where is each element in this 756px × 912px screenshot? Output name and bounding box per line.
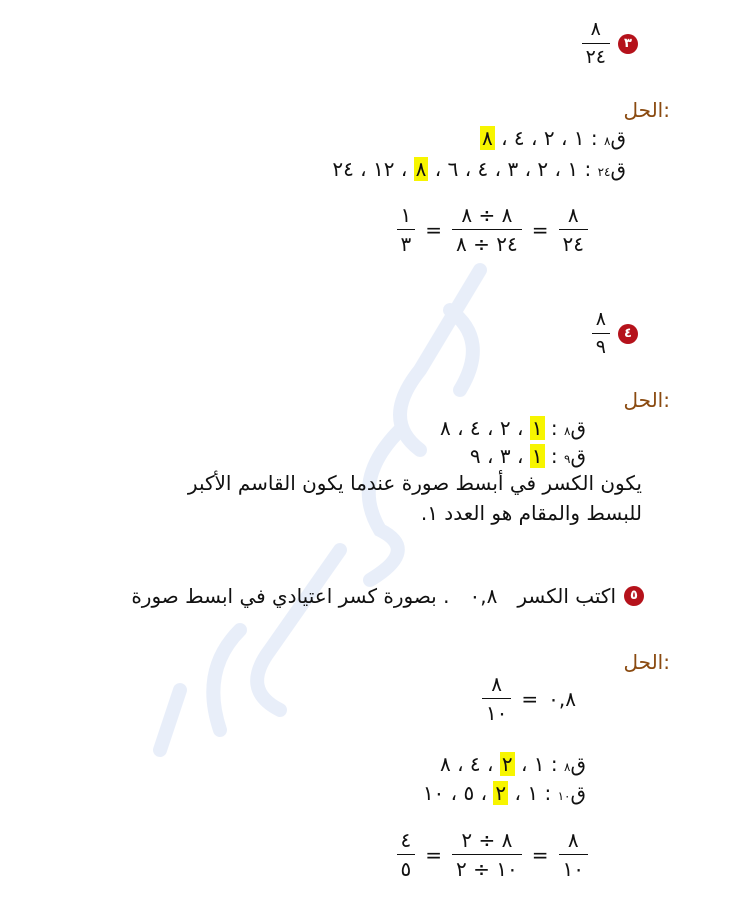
math-token: = — [531, 217, 549, 242]
math-token: ٨ — [590, 18, 601, 40]
math-token: ١ — [533, 752, 545, 776]
problem-4-factors-denominator — [470, 444, 586, 468]
math-token: ق — [570, 752, 586, 776]
problem-4-badge: ٤ — [618, 324, 638, 344]
math-token: ٤ — [477, 157, 489, 181]
math-token: ، — [554, 157, 561, 181]
math-token: ٣ — [397, 229, 416, 254]
problem-3-simplify-equation — [397, 205, 588, 254]
math-token — [397, 205, 416, 254]
math-token: ق — [610, 157, 626, 181]
math-token: ٨ — [595, 308, 606, 330]
math-token: ١٠ — [422, 781, 445, 805]
math-token: : — [550, 416, 558, 440]
math-token: ٢ — [537, 157, 549, 181]
math-token: ٢ — [543, 126, 555, 150]
math-token: ٩ — [592, 333, 610, 357]
math-token: ق — [570, 444, 586, 468]
math-token: ، — [400, 157, 408, 181]
math-token: ، — [516, 416, 524, 440]
math-token: ، — [524, 157, 532, 181]
math-token: : — [550, 752, 558, 776]
math-token: ٨ — [567, 828, 579, 852]
problem-5-badge: ٥ — [624, 586, 644, 606]
math-token: ١٢ — [373, 157, 395, 181]
math-token: ، — [360, 157, 367, 181]
highlight-gcf: ٢ — [495, 781, 507, 805]
math-token: ٨ — [564, 760, 571, 774]
problem-3-factors-numerator — [480, 126, 626, 150]
math-token: ، — [464, 157, 472, 181]
math-token: ٩ — [564, 452, 571, 466]
problem-3-header — [582, 20, 638, 67]
math-token: ٨ — [564, 424, 571, 438]
math-token: ١٠ ÷ ٢ — [452, 854, 522, 879]
math-token: ، — [457, 416, 464, 440]
problem-3-badge: ٣ — [618, 34, 638, 54]
problem-5-factors-numerator — [440, 752, 586, 776]
math-token: ٥ — [463, 781, 475, 805]
math-token — [397, 830, 416, 879]
math-token: ١ — [567, 157, 579, 181]
problem-4-solution-label: الحل: — [623, 388, 670, 412]
problem-5-solution-label: الحل: — [623, 650, 670, 674]
math-token: : — [550, 444, 558, 468]
math-token: ١٠ — [557, 789, 571, 803]
math-token: ٢٤ — [559, 229, 588, 254]
math-token: : — [544, 781, 552, 805]
math-token: ١٠ — [559, 854, 588, 879]
math-token: ٢٤ ÷ ٨ — [452, 229, 522, 254]
math-token: ١ — [400, 203, 412, 227]
math-token: ، — [487, 416, 494, 440]
math-token: ، — [487, 752, 494, 776]
highlight-gcf: ١ — [531, 444, 543, 468]
math-token — [452, 830, 522, 879]
math-token: ٤ — [400, 828, 412, 852]
math-token: ٢٤ — [582, 43, 610, 67]
math-token: = — [425, 842, 443, 867]
math-token: ٨ — [491, 672, 503, 696]
math-token — [482, 674, 511, 723]
highlight-gcf: ١ — [531, 416, 543, 440]
math-token: ٣ — [499, 444, 511, 468]
math-token: ٤ — [513, 126, 525, 150]
math-token: ، — [480, 781, 488, 805]
problem-3-solution-label: الحل: — [623, 98, 670, 122]
problem-5-simplify-equation — [397, 830, 588, 879]
problem-5-question: ٥ اكتب الكسر ٠,٨ بصورة كسر اعتيادي في ابسط صورة . — [131, 584, 644, 608]
math-token: ٣ — [507, 157, 519, 181]
math-token: = — [521, 686, 539, 711]
math-token: ٤ — [469, 752, 481, 776]
math-token: ٢٤ — [332, 157, 354, 181]
math-token: ، — [531, 126, 538, 150]
math-token: ٦ — [447, 157, 459, 181]
math-token: ٩ — [469, 444, 481, 468]
problem-3-fraction — [582, 20, 610, 67]
math-token: ، — [560, 126, 568, 150]
math-token: ٨ — [604, 134, 611, 148]
math-token: ٢٤ — [597, 165, 611, 179]
math-token: ١ — [527, 781, 539, 805]
math-token: ٨ — [439, 416, 451, 440]
math-token: ، — [457, 752, 464, 776]
math-token: ٤ — [469, 416, 481, 440]
math-token: ، — [450, 781, 458, 805]
math-token: ٥ — [397, 854, 416, 879]
highlight-gcf: ٨ — [415, 157, 427, 181]
math-token: ٢ — [499, 416, 511, 440]
math-token: ١ — [573, 126, 585, 150]
math-token: ، — [516, 444, 524, 468]
math-token: : — [590, 126, 598, 150]
math-token — [452, 205, 522, 254]
problem-4-header — [592, 310, 638, 357]
problem-4-factors-numerator — [440, 416, 586, 440]
math-token: ق — [570, 416, 586, 440]
math-token: = — [531, 842, 549, 867]
problem-3-factors-denominator — [332, 157, 626, 181]
problem-4-fraction — [592, 310, 610, 357]
math-token: ، — [514, 781, 521, 805]
math-token — [559, 205, 588, 254]
math-token: = — [425, 217, 443, 242]
math-token: ٨ — [439, 752, 451, 776]
math-token: ق — [570, 781, 586, 805]
math-token: : — [584, 157, 592, 181]
math-token: ٨ ÷ ٢ — [461, 828, 513, 852]
math-token: ، — [494, 157, 502, 181]
math-token: ، — [501, 126, 508, 150]
highlight-gcf: ٢ — [501, 752, 513, 776]
highlight-gcf: ٨ — [481, 126, 493, 150]
math-token: ، — [520, 752, 528, 776]
math-token: ، — [487, 444, 494, 468]
math-token — [559, 830, 588, 879]
math-token: ١٠ — [482, 698, 511, 723]
math-token: ٠,٨ — [548, 686, 576, 711]
math-token: ٨ — [567, 203, 579, 227]
problem-5-factors-denominator — [423, 781, 586, 805]
problem-4-note: يكون الكسر في أبسط صورة عندما يكون القاسم الأكبر للبسط والمقام هو العدد ١. — [187, 471, 642, 525]
math-token: ق — [610, 126, 626, 150]
problem-5-decimal-equation — [482, 674, 576, 723]
math-token: ، — [434, 157, 442, 181]
math-token: ٨ ÷ ٨ — [461, 203, 513, 227]
